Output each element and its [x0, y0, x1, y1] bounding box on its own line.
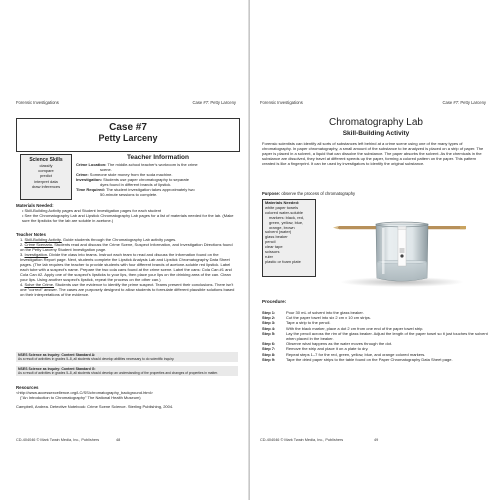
- lab-materials-title: Materials Needed:: [265, 200, 300, 205]
- skill-item: draw inferences: [31, 183, 61, 189]
- page-number: 48: [116, 438, 121, 442]
- purpose-text: observe the process of chromatography: [281, 191, 356, 196]
- lab-material-item: solvent (water): [265, 229, 292, 235]
- lab-material-item: plastic or foam plate: [265, 258, 301, 264]
- skill-item: compare: [38, 168, 54, 174]
- teacher-note: 4. Solve the Crime. Students use the evidence to identify the prime suspect. Teams present their conclusions. There isn't one "correct" answer. The cases are purposely designed to allow students to formulate different plausible solutions based on their interpretations of the evidence.: [20, 282, 235, 297]
- footer-publisher: CD-404046 © Mark Twain Media, Inc., Publishers: [16, 438, 100, 442]
- materials-item: • Skill-Building Activity pages and Student Investigation pages for each student: [22, 208, 162, 213]
- procedure-step: Step 4: With the black marker, place a dot 2 cm from one end of the paper towel strip.: [262, 325, 424, 331]
- procedure-step: Step 7: Remove the strip and place it on a plate to dry.: [262, 346, 369, 352]
- science-skills-title: Science Skills: [29, 157, 63, 163]
- procedure-step: Step 9: Tape the dried paper strips to the table found on the Paper Chromatography Data Sheet page.: [262, 356, 453, 362]
- nses-g-text: As a result of activities in grades 5–8, all students should develop an understanding of the properties and changes of properties in matter.: [18, 371, 218, 375]
- resources-section: [16, 385, 238, 409]
- teacher-note: 3. Investigation. Divide the class into teams. Instruct each team to read and discuss the information found on the Investigation Report page. Next, students complete the Lipstick Analysis Lab and Lipstick Chromatography Data Sheet pages. (The lab requires the teacher to provide students with four different brands of acetone-soluble red lipstick. Label each tube with a suspect's name. Prepare the two cola cans found at the crime scene. Label the cans: Cola Can #1 and Cola Can #2. Apply one of the suspect's lipsticks to your lips, then place your lips on the drinking area of the can. Clean your lips. Using another suspect's lipstick, repeat the process on the other can.): [20, 252, 232, 282]
- nses-a-title: NSES Science as Inquiry: Content Standard A:: [18, 353, 96, 357]
- nses-standard-a: [16, 352, 238, 362]
- footer-publisher: CD-404046 © Mark Twain Media, Inc., Publishers: [260, 438, 344, 442]
- lab-subtitle: Skill-Building Activity: [342, 130, 410, 137]
- nses-a-text: As a result of activities in grades 5–8, all students should develop abilities necessary to do scientific inquiry.: [18, 357, 175, 361]
- running-header-left: Forensic Investigations: [16, 100, 59, 105]
- procedure-step: Step 5: Lay the pencil across the rim of the glass beaker. Adjust the length of the paper towel so it just touches the solvent when placed in the beaker.: [262, 330, 488, 342]
- teacher-info-line: Investigation: Students use paper chromatography to separate: [76, 177, 189, 182]
- resources-heading: Resources: [16, 385, 39, 390]
- running-header-right: Case #7: Petty Larceny: [192, 100, 236, 105]
- lab-material-item: green, yellow, blue,: [269, 219, 304, 225]
- procedure-step: Step 2: Cut the paper towel into six 2 cm x 10 cm strips.: [262, 315, 371, 321]
- materials-section: [16, 203, 238, 223]
- teacher-info-line: Crime Location: The middle-school teacher's workroom is the crime: [76, 162, 198, 167]
- purpose-label: Purpose:: [262, 191, 281, 196]
- teacher-info-title: Teacher Information: [126, 154, 189, 161]
- lab-material-item: pencil: [265, 239, 276, 245]
- teacher-info-line: Crime: Someone stole money from the soda machine.: [76, 172, 173, 177]
- lab-intro: Forensic scientists can identify all sorts of substances left behind at a crime scene using one of the many types of chromatography. In paper chromatography, a small amount of the substance to be analyzed is placed on a strip of paper. The paper is placed in a solvent, a liquid that can dissolve the substance. The paper absorbs the solvent. As the chemicals in the substance are dissolved, they travel at different speeds up the paper, forming a colored pattern on the paper. This pattern created is like a fingerprint. It can be used by investigators to identify the original substance.: [262, 141, 484, 166]
- lab-material-item: white paper towels: [265, 204, 299, 210]
- teacher-note: 1. Skill-Building Activity. Guide students through the Chromatography Lab activity pages.: [20, 237, 177, 242]
- lab-material-item: markers: black, red,: [269, 214, 305, 220]
- resource-note: ("An Introduction to Chromatography" The National Health Museum): [20, 395, 141, 400]
- lab-material-item: orange, brown: [269, 224, 295, 230]
- procedure-step: Step 1: Pour 30 mL of solvent into the glass beaker.: [262, 310, 364, 315]
- beaker-chromatography-photo: [332, 204, 472, 288]
- teacher-info-line: dyes found in different brands of lipstick.: [100, 182, 172, 187]
- procedure-step: Step 6: Observe what happens as the water moves through the dot.: [262, 341, 393, 347]
- lab-title: Chromatography Lab: [329, 117, 423, 128]
- page-number: 49: [374, 438, 379, 442]
- teacher-notes-heading: Teacher Notes: [16, 232, 46, 237]
- purpose-line: [262, 191, 490, 196]
- lab-material-item: ruler: [265, 253, 274, 259]
- case-title-box: [16, 118, 240, 152]
- teacher-notes-section: [16, 232, 238, 297]
- skill-item: classify: [39, 163, 53, 168]
- procedure-steps: [262, 310, 490, 362]
- running-header-left: Forensic Investigations: [260, 100, 303, 105]
- citation: Campbell, Andrea. Detective Notebook: Crime Scene Science. Sterling Publishing, 2004.: [16, 404, 174, 409]
- lab-material-item: colored water-soluble: [265, 209, 304, 215]
- teacher-info-line: 50-minute sessions to complete.: [100, 192, 158, 197]
- lab-material-item: scissors: [265, 249, 280, 255]
- lab-material-item: glass beaker: [265, 234, 288, 240]
- lab-material-item: clear tape: [265, 244, 283, 250]
- resource-link[interactable]: <http://www.accessexcellence.org/LC/SS/chromatography_background.html>: [16, 390, 153, 395]
- procedure-title: Procedure:: [262, 299, 287, 304]
- science-skills-box: [20, 154, 72, 200]
- skill-item: predict: [39, 173, 52, 179]
- procedure-step: Step 8: Repeat steps 1–7 for the red, green, yellow, blue, and orange colored markers.: [262, 351, 426, 357]
- procedure-step: Step 3: Tape a strip to the pencil.: [262, 320, 331, 326]
- nses-g-title: NSES Science as Inquiry: Content Standard G:: [18, 367, 96, 371]
- teacher-note: 2. Crime Scenario. Students read and discuss the Crime Scene, Suspect Information, and Investigation Directions found on the Petty Larceny Student Investigation page.: [20, 242, 233, 252]
- skill-item: interpret data: [34, 178, 58, 184]
- lab-materials-box: [262, 199, 316, 277]
- nses-standard-g: [16, 366, 238, 376]
- materials-item: • See the Chromatography Lab and Lipstick Chromatography Lab pages for a list of materials needed for the lab. (Make sure the lipsticks for the lab are soluble in acetone.): [22, 213, 234, 223]
- running-header-right: Case #7: Petty Larceny: [442, 100, 486, 105]
- case-number: Case #7: [109, 122, 147, 133]
- case-title: Petty Larceny: [98, 133, 158, 143]
- teacher-info-line: Time Required: The student investigation takes approximately two: [76, 187, 195, 192]
- teacher-information: [76, 154, 240, 197]
- teacher-info-line: scene.: [100, 167, 112, 172]
- materials-heading: Materials Needed:: [16, 203, 54, 208]
